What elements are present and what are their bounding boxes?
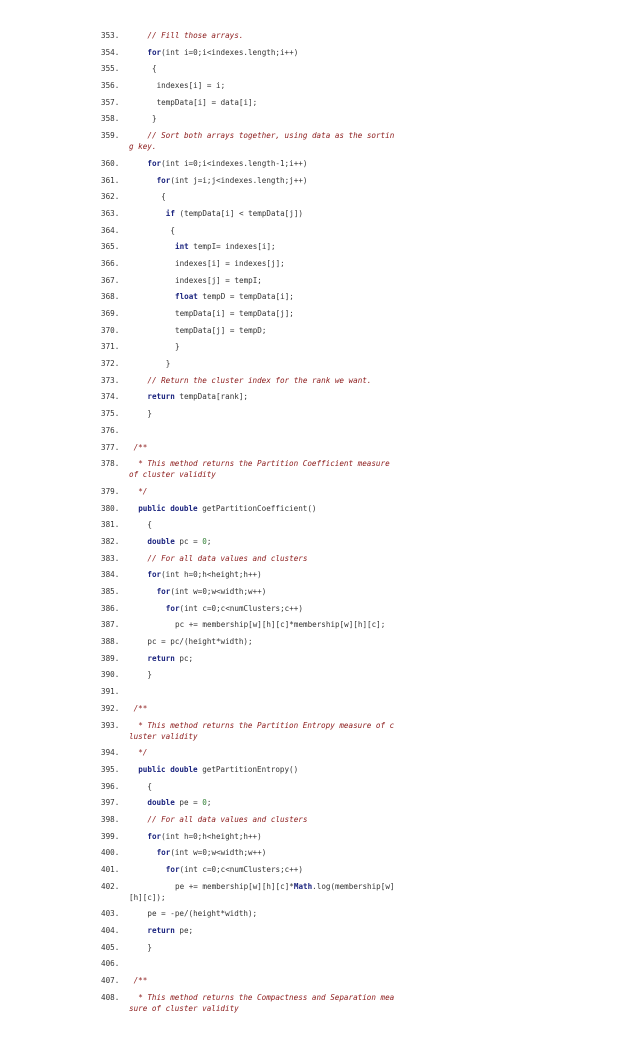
code-comment: // Fill those arrays. [147, 31, 244, 40]
line-number: 381. [101, 520, 120, 530]
code-token: (int h=0;h<height;h++) [161, 570, 262, 580]
line-number: 395. [101, 764, 120, 774]
code-keyword: double [147, 798, 175, 808]
code-line [0, 258, 638, 275]
code-text [129, 325, 397, 336]
code-line [0, 720, 638, 748]
code-text [129, 425, 397, 436]
code-text [129, 864, 397, 875]
line-number: 361. [101, 175, 120, 185]
code-line [0, 391, 638, 408]
code-line [0, 208, 638, 225]
code-text [129, 958, 397, 969]
line-number: 355. [101, 64, 120, 74]
code-comment: // Return the cluster index for the rank we want. [147, 375, 372, 385]
line-number: 404. [101, 926, 120, 936]
code-token: pc; [174, 653, 194, 663]
line-number: 360. [101, 158, 120, 168]
code-line [0, 864, 638, 881]
code-token: (int c=0;c<numClusters;c++) [179, 603, 303, 613]
code-line [0, 486, 638, 503]
code-comment: */ [138, 748, 148, 758]
code-line [0, 47, 638, 64]
code-line [0, 97, 638, 114]
code-token: } [152, 114, 157, 124]
code-keyword: Math [293, 881, 313, 891]
code-text [129, 158, 397, 169]
code-token: { [152, 64, 157, 74]
line-number: 372. [101, 359, 120, 369]
code-text [129, 925, 397, 936]
code-line [0, 425, 638, 442]
code-line [0, 908, 638, 925]
code-token: ; [206, 798, 212, 808]
code-text [129, 881, 397, 903]
code-token: } [175, 342, 180, 352]
code-token: tempData[i] = data[i]; [156, 97, 258, 107]
code-token: (int w=0;w<width;w++) [170, 587, 267, 596]
code-line [0, 569, 638, 586]
line-number: 391. [101, 687, 120, 697]
line-number: 363. [101, 208, 120, 218]
code-text [129, 781, 397, 792]
code-text [129, 241, 397, 252]
code-line [0, 992, 638, 1020]
code-line [0, 703, 638, 720]
code-token: ; [206, 536, 212, 546]
code-token: indexes[j] = tempI; [175, 275, 262, 285]
code-keyword: for [165, 865, 180, 874]
code-keyword: for [156, 175, 171, 185]
code-token: pc = pc/(height*width); [147, 637, 253, 647]
code-comment: // For all data values and clusters [147, 553, 308, 563]
code-token: (int i=0;i<indexes.length-1;i++) [161, 158, 308, 168]
code-line [0, 814, 638, 831]
code-token: tempData[j] = tempD; [175, 325, 267, 335]
code-number: 0 [202, 536, 207, 546]
code-text [129, 720, 397, 742]
line-number: 393. [101, 720, 120, 730]
line-number: 362. [101, 192, 120, 202]
line-number: 365. [101, 242, 120, 252]
code-line [0, 158, 638, 175]
code-text [129, 358, 397, 369]
code-token: } [147, 409, 152, 419]
code-text [129, 669, 397, 680]
line-number: 400. [101, 848, 120, 858]
code-line [0, 241, 638, 258]
line-number: 379. [101, 486, 120, 496]
code-line [0, 847, 638, 864]
code-text [129, 553, 397, 564]
line-number: 405. [101, 942, 120, 952]
code-line [0, 408, 638, 425]
line-number: 384. [101, 570, 120, 580]
code-keyword: return [147, 392, 175, 402]
code-keyword: int [175, 242, 189, 252]
line-number: 356. [101, 81, 120, 91]
code-line [0, 519, 638, 536]
code-keyword: if [165, 208, 175, 218]
code-text [129, 992, 397, 1014]
line-number: 386. [101, 603, 120, 613]
code-line [0, 503, 638, 520]
code-text [129, 47, 397, 58]
line-number: 354. [101, 47, 120, 57]
code-token: pc += membership[w][h][c]*membership[w][h][c]; [175, 620, 386, 630]
code-text [129, 908, 397, 919]
code-token: } [147, 942, 152, 952]
line-number: 383. [101, 553, 120, 563]
code-keyword: public double [138, 764, 198, 774]
code-keyword: for [147, 831, 162, 841]
code-text [129, 408, 397, 419]
code-line [0, 764, 638, 781]
code-line [0, 603, 638, 620]
code-token: } [165, 359, 171, 369]
line-number: 371. [101, 342, 120, 352]
code-comment: * This method returns the Partition Entropy measure of cluster validity [129, 720, 395, 741]
code-token: pe = -pe/(height*width); [147, 909, 258, 919]
code-line [0, 113, 638, 130]
code-text [129, 486, 397, 497]
line-number: 406. [101, 959, 120, 969]
code-keyword: double [147, 536, 175, 546]
code-keyword: public double [138, 503, 198, 513]
code-token: tempData[rank]; [174, 392, 248, 402]
code-text [129, 130, 397, 152]
code-text [129, 942, 397, 953]
code-line [0, 80, 638, 97]
line-number: 357. [101, 97, 120, 107]
code-line [0, 925, 638, 942]
code-text [129, 536, 397, 547]
code-line [0, 225, 638, 242]
code-line [0, 325, 638, 342]
line-number: 408. [101, 992, 120, 1002]
line-number: 359. [101, 131, 120, 141]
code-comment: /** [133, 442, 148, 452]
code-line [0, 975, 638, 992]
code-line [0, 636, 638, 653]
code-text [129, 375, 397, 386]
code-comment: */ [138, 486, 148, 496]
line-number: 396. [101, 781, 120, 791]
code-text [129, 63, 397, 74]
code-token: { [147, 520, 152, 530]
code-text [129, 458, 397, 480]
code-text [129, 764, 397, 775]
line-number: 394. [101, 748, 120, 758]
code-keyword: float [175, 292, 198, 302]
code-text [129, 831, 397, 842]
code-line [0, 375, 638, 392]
code-token: .log(membership[w][h][c]); [129, 881, 395, 902]
line-number: 374. [101, 392, 120, 402]
code-line [0, 586, 638, 603]
code-text [129, 703, 397, 714]
code-line [0, 442, 638, 459]
code-comment: // Sort both arrays together, using data as the sorting key. [129, 131, 395, 152]
code-text [129, 80, 397, 91]
code-line [0, 358, 638, 375]
code-comment: /** [133, 976, 148, 986]
line-number: 387. [101, 620, 120, 630]
code-text [129, 747, 397, 758]
code-token: pe += membership[w][h][c]* [175, 881, 294, 891]
code-text [129, 653, 397, 664]
code-text [129, 503, 397, 514]
code-line [0, 458, 638, 486]
code-token: (int i=0;i<indexes.length;i++) [161, 47, 299, 57]
line-number: 380. [101, 503, 120, 513]
code-comment: * This method returns the Compactness and Separation measure of cluster validity [129, 992, 395, 1013]
code-line [0, 175, 638, 192]
code-number: 0 [202, 798, 207, 808]
line-number: 403. [101, 909, 120, 919]
code-token: (int w=0;w<width;w++) [170, 848, 267, 858]
line-number: 370. [101, 325, 120, 335]
code-token: (int j=i;j<indexes.length;j++) [170, 175, 308, 185]
code-keyword: return [147, 653, 175, 663]
line-number: 382. [101, 536, 120, 546]
code-line [0, 881, 638, 909]
code-text [129, 175, 397, 186]
line-number: 389. [101, 653, 120, 663]
code-token: pc = [174, 536, 203, 546]
code-line [0, 958, 638, 975]
line-number: 366. [101, 258, 120, 268]
line-number: 407. [101, 976, 120, 986]
code-line [0, 831, 638, 848]
code-line [0, 686, 638, 703]
code-text [129, 291, 397, 302]
code-text [129, 619, 397, 630]
code-line [0, 797, 638, 814]
code-keyword: for [156, 587, 171, 596]
code-keyword: for [147, 570, 162, 580]
code-text [129, 225, 397, 236]
code-line [0, 191, 638, 208]
code-line [0, 553, 638, 570]
code-token: pe; [174, 926, 194, 936]
code-token: getPartitionCoefficient() [197, 503, 317, 513]
code-text [129, 636, 397, 647]
code-line [0, 781, 638, 798]
line-number: 375. [101, 409, 120, 419]
code-text [129, 113, 397, 124]
code-token: { [170, 225, 175, 235]
code-keyword: for [165, 603, 180, 613]
code-text [129, 97, 397, 108]
code-text [129, 442, 397, 453]
line-number: 376. [101, 425, 120, 435]
code-text [129, 191, 397, 202]
code-text [129, 341, 397, 352]
code-listing [0, 30, 638, 1020]
line-number: 368. [101, 292, 120, 302]
code-token: indexes[i] = i; [156, 81, 226, 91]
code-line [0, 308, 638, 325]
line-number: 378. [101, 459, 120, 469]
line-number: 390. [101, 670, 120, 680]
code-line [0, 130, 638, 158]
line-number: 369. [101, 309, 120, 318]
line-number: 399. [101, 831, 120, 841]
line-number: 385. [101, 587, 120, 596]
code-keyword: for [147, 47, 162, 57]
code-token: indexes[i] = indexes[j]; [175, 258, 285, 268]
code-comment: /** [133, 703, 148, 713]
code-line [0, 291, 638, 308]
code-line [0, 536, 638, 553]
line-number: 353. [101, 31, 120, 40]
code-line [0, 653, 638, 670]
code-text [129, 30, 397, 41]
code-line [0, 747, 638, 764]
line-number: 367. [101, 275, 120, 285]
code-comment: * This method returns the Partition Coefficient measure of cluster validity [129, 459, 395, 480]
code-token: getPartitionEntropy() [197, 764, 299, 774]
code-line [0, 942, 638, 959]
line-number: 397. [101, 798, 120, 808]
code-text [129, 797, 397, 808]
code-comment: // For all data values and clusters [147, 814, 308, 824]
line-number: 373. [101, 375, 120, 385]
line-number: 358. [101, 114, 120, 124]
code-text [129, 586, 397, 597]
code-text [129, 391, 397, 402]
code-text [129, 275, 397, 286]
code-keyword: for [147, 158, 162, 168]
code-line [0, 63, 638, 80]
code-line [0, 619, 638, 636]
code-keyword: return [147, 926, 175, 936]
code-token: { [147, 781, 152, 791]
code-token: tempI= indexes[i]; [188, 242, 276, 252]
code-token: tempData[i] = tempData[j]; [175, 309, 294, 318]
code-token: (int c=0;c<numClusters;c++) [179, 865, 303, 874]
code-token: (tempData[i] < tempData[j]) [174, 208, 303, 218]
code-text [129, 569, 397, 580]
code-token: tempD = tempData[i]; [197, 292, 294, 302]
code-line [0, 30, 638, 47]
code-text [129, 519, 397, 530]
code-line [0, 669, 638, 686]
code-text [129, 686, 397, 697]
code-text [129, 814, 397, 825]
code-text [129, 847, 397, 858]
line-number: 402. [101, 881, 120, 891]
line-number: 401. [101, 865, 120, 874]
line-number: 377. [101, 442, 120, 452]
code-text [129, 308, 397, 319]
code-text [129, 975, 397, 986]
code-token: } [147, 670, 152, 680]
code-text [129, 258, 397, 269]
code-token: { [161, 192, 166, 202]
line-number: 364. [101, 225, 120, 235]
code-line [0, 341, 638, 358]
code-line [0, 275, 638, 292]
code-token: (int h=0;h<height;h++) [161, 831, 262, 841]
code-text [129, 208, 397, 219]
line-number: 388. [101, 637, 120, 647]
code-text [129, 603, 397, 614]
code-token: pe = [174, 798, 203, 808]
line-number: 392. [101, 703, 120, 713]
line-number: 398. [101, 814, 120, 824]
code-keyword: for [156, 848, 171, 858]
